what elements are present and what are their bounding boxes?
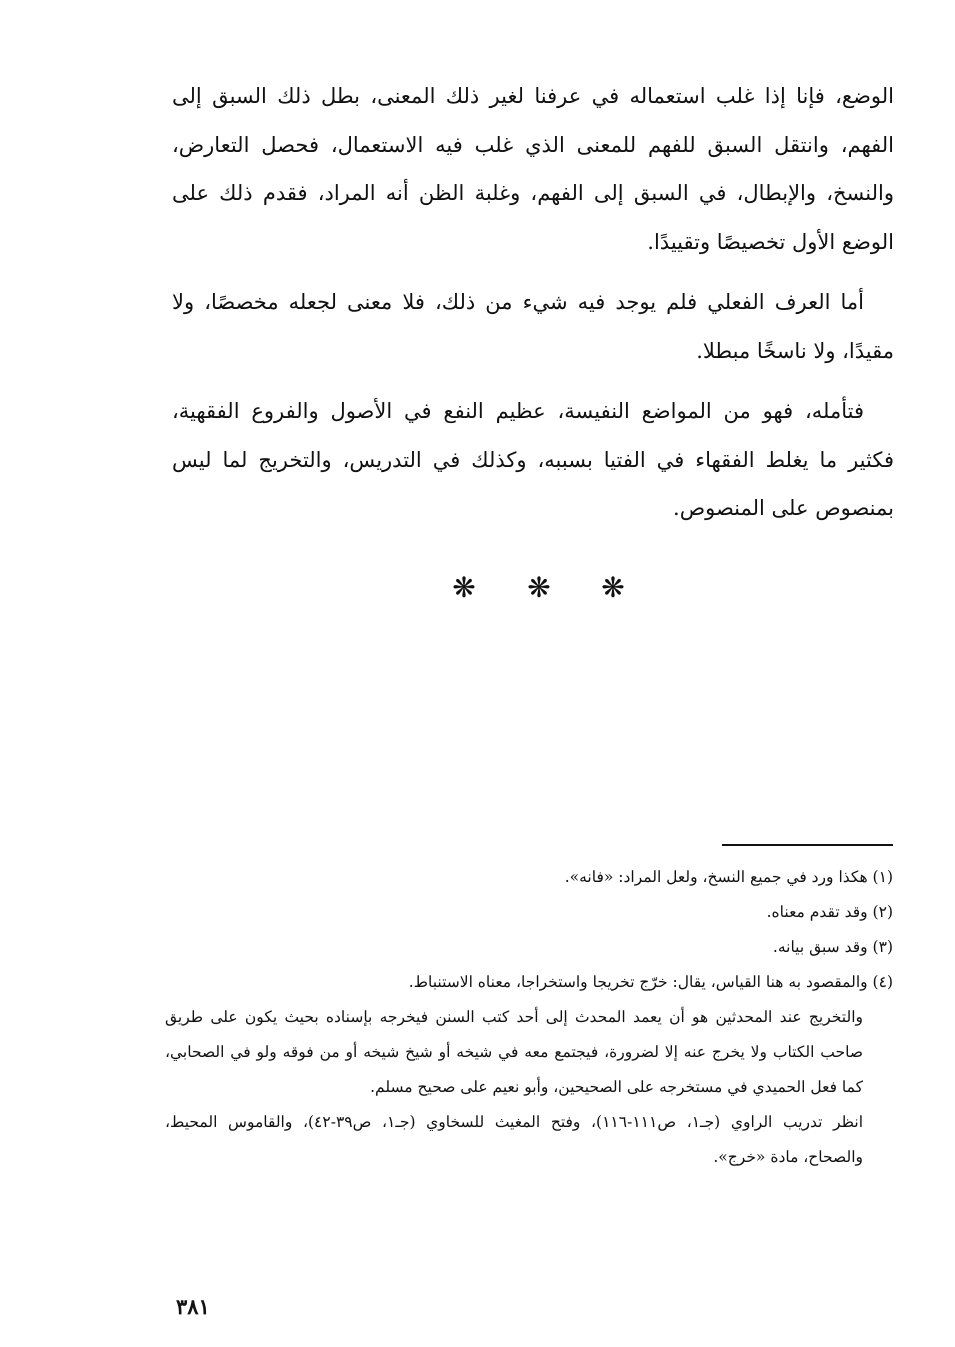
footnote-1: (١) هكذا ورد في جميع النسخ، ولعل المراد: «فانه». (564, 868, 893, 886)
footnote-4: (٤) والمقصود به هنا القياس، يقال: خرّج تخريجا واستخراجا، معناه الاستنباط. (408, 973, 893, 991)
separator-ornament: ❋ (452, 571, 476, 604)
footnote-2: (٢) وقد تقدم معناه. (766, 903, 893, 921)
main-text (172, 72, 894, 545)
paragraph-2: أما العرف الفعلي فلم يوجد فيه شيء من ذلك، فلا معنى لجعله مخصصًا، ولا مقيدًا، ولا ناسخًا مبطلا. (172, 290, 894, 363)
separator-ornament: ❋ (527, 571, 551, 604)
footnote-4-continuation-2: انظر تدريب الراوي (جـ١، ص١١١-١١٦)، وفتح المغيث للسخاوي (جـ١، ص٣٩-٤٢)، والقاموس المحيط، والصحاح، مادة «خرج». (165, 1113, 863, 1166)
footnotes (165, 860, 893, 1175)
footnote-3: (٣) وقد سبق بيانه. (772, 938, 893, 956)
page-number: ٣٨١ (176, 1294, 210, 1319)
footnote-4-continuation-1: والتخريج عند المحدثين هو أن يعمد المحدث إلى أحد كتب السنن فيخرجه بإسناده بحيث يكون على طريق صاحب الكتاب ولا يخرج عنه إلا لضرورة، فيجتمع معه في شيخه أو شيخ شيخه أو من فوقه ولو في الصحابي، كما فعل الحميدي في مستخرجه على الصحيحين، وأبو نعيم على صحيح مسلم. (165, 1008, 863, 1096)
separator-ornament: ❋ (601, 571, 625, 604)
footnote-divider (722, 844, 893, 846)
paragraph-1: الوضع، فإنا إذا غلب استعماله في عرفنا لغير ذلك المعنى، بطل ذلك السبق إلى الفهم، وانتقل السبق للفهم للمعنى الذي غلب فيه الاستعمال، فحصل التعارض، والنسخ، والإبطال، في السبق إلى الفهم، وغلبة الظن أنه المراد، فقدم ذلك على الوضع الأول تخصيصًا وتقييدًا. (172, 84, 894, 254)
section-separator (0, 568, 955, 608)
paragraph-3: فتأمله، فهو من المواضع النفيسة، عظيم النفع في الأصول والفروع الفقهية، فكثير ما يغلط الفقهاء في الفتيا بسببه، وكذلك في التدريس، والتخريج لما ليس بمنصوص على المنصوص. (172, 399, 894, 520)
